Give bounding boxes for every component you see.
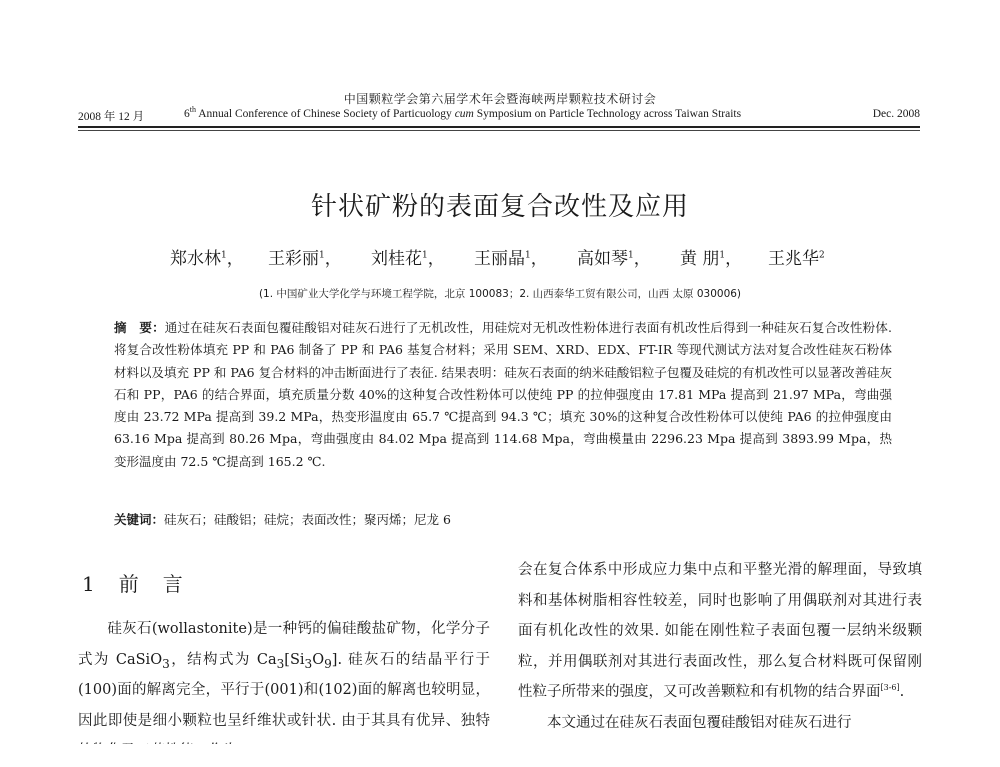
- conf-name-cum: cum: [454, 108, 474, 120]
- body-text: 硅灰石(wollastonite)是一种钙的偏硅酸盐矿物，化学分子式为 CaSiO: [78, 621, 490, 668]
- author-affil-mark: 1: [319, 250, 325, 261]
- conf-edition-suffix: th: [189, 105, 196, 115]
- keywords-label: 关键词：: [114, 512, 165, 527]
- body-text: ]. 硅灰石的结晶平行于(100)面的解离完全，平行于(001)和(102)面的解离也较明显，因此即使是细小颗粒也呈纤维状或针状. 由于其具有优异、独特: [78, 651, 490, 729]
- citation-ref: [3-6]: [880, 683, 900, 693]
- author-name: 刘桂花: [371, 249, 422, 269]
- body-text: .: [899, 684, 905, 700]
- author-affil-mark: 2: [819, 250, 825, 261]
- author-separator: ，: [427, 249, 445, 269]
- author-name: 王丽晶: [474, 249, 525, 269]
- paragraph: [518, 555, 922, 708]
- author: [577, 244, 651, 269]
- body-text: O: [312, 651, 325, 668]
- body-text: [Si: [284, 651, 305, 668]
- author: [371, 244, 445, 269]
- paper-title: 针状矿粉的表面复合改性及应用: [310, 192, 689, 222]
- author-name: 王兆华: [768, 249, 819, 269]
- author: [768, 244, 825, 269]
- body-text: 本文通过在硅灰石表面包覆硅酸铝对硅灰石进行: [547, 714, 852, 731]
- subscript: 3: [304, 656, 313, 671]
- author-affil-mark: 1: [422, 250, 428, 261]
- author: [268, 244, 342, 269]
- author: [170, 244, 244, 269]
- abstract-text: 通过在硅灰石表面包覆硅酸铝对硅灰石进行了无机改性，用硅烷对无机改性粉体进行表面有机改性后得到一种硅灰石复合改性粉体. 将复合改性粉体填充 PP 和 PA6 制备了 PP 和 PA6 基复合材料；采用 SEM、XRD、EDX、FT-IR 等现代测试方法对复合改性硅灰石粉体材料以及填充 PP 和 PA6 复合材料的冲击断面进行了表征. 结果表明：硅灰石表面的纳米硅酸铝粒子包覆及硅烷的有机改性可以显著改善硅灰石和 PP，PA6 的结合界面，填充质量分数 40%的这种复合改性粉体可以使纯 PP 的拉伸强度由 17.81 MPa 提高到 21.97 MPa，弯曲强度由 23.72 MPa 提高到 39.2 MPa，热变形温度由 65.7 ℃提高到 94.3 ℃；填充 30%的这种复合改性粉体可以使纯 PA6 的拉伸强度由 63.16 Mpa 提高到 80.26 Mpa，弯曲强度由 84.02 Mpa 提高到 114.68 Mpa，弯曲模量由 2296.23 Mpa 提高到 3893.99 Mpa，热变形温度由 72.5 ℃提高到 165.2 ℃.: [114, 320, 892, 469]
- header-rule-thick: [78, 126, 920, 128]
- author-affil-mark: 1: [525, 250, 531, 261]
- author-separator: ，: [530, 249, 548, 269]
- author: [474, 244, 548, 269]
- author-affil-mark: 1: [628, 250, 634, 261]
- author-name: 高如琴: [577, 249, 628, 269]
- body-text: ，结构式为 Ca: [169, 651, 277, 668]
- author-affil-mark: 1: [221, 250, 227, 261]
- body-text: 会在复合体系中形成应力集中点和平整光滑的解理面，导致填料和基体树脂相容性较差，同时也影响了用偶联剂对其进行表面有机化改性的效果. 如能在刚性粒子表面包覆一层纳米级颗粒，并用偶联剂对其进行表面改性，那么复合材料既可保留刚性粒子所带来的强度，又可改善颗粒和有机物的结合界面: [518, 562, 922, 700]
- subscript: 9: [324, 656, 332, 671]
- author-separator: ，: [324, 249, 342, 269]
- keywords-text: 硅灰石；硅酸铝；硅烷；表面改性；聚丙烯；尼龙 6: [164, 512, 451, 527]
- author-affil-mark: 1: [719, 250, 726, 261]
- conference-title-cn: 中国颗粒学会第六届学术年会暨海峡两岸颗粒技术研讨会: [343, 92, 657, 106]
- conf-name-tail: Symposium on Particle Technology across Taiwan Straits: [473, 108, 742, 120]
- paragraph: [518, 708, 922, 739]
- author-list: [170, 244, 850, 270]
- header-rule-thin: [78, 130, 920, 131]
- header-date-cn: 2008 年 12 月: [78, 111, 145, 123]
- author: [680, 244, 742, 269]
- abstract: [114, 317, 892, 473]
- author-separator: ，: [725, 249, 743, 269]
- conference-title-en: [184, 105, 742, 120]
- subscript: 3: [162, 656, 170, 671]
- body-column-right: [518, 555, 922, 738]
- subscript: 3: [276, 656, 285, 671]
- keywords: [114, 510, 892, 528]
- conf-edition-number: 6: [184, 108, 190, 120]
- author-name: 黄 朋: [680, 249, 720, 269]
- author-name: 郑水林: [170, 249, 221, 269]
- abstract-label: 摘 要：: [114, 320, 165, 335]
- section-heading-introduction: 1 前 言: [82, 572, 185, 596]
- conf-name-main: Annual Conference of Chinese Society of Particuology: [195, 108, 455, 120]
- author-affiliations: (1. 中国矿业大学化学与环境工程学院，北京 100083；2. 山西泰华工贸有限公司，山西 太原 030006): [258, 288, 742, 300]
- running-header: [78, 105, 920, 124]
- author-name: 王彩丽: [268, 249, 319, 269]
- author-separator: ，: [226, 249, 244, 269]
- page-bottom-edge: [0, 744, 1000, 760]
- author-separator: ，: [633, 249, 651, 269]
- header-date-en: Dec. 2008: [872, 108, 920, 120]
